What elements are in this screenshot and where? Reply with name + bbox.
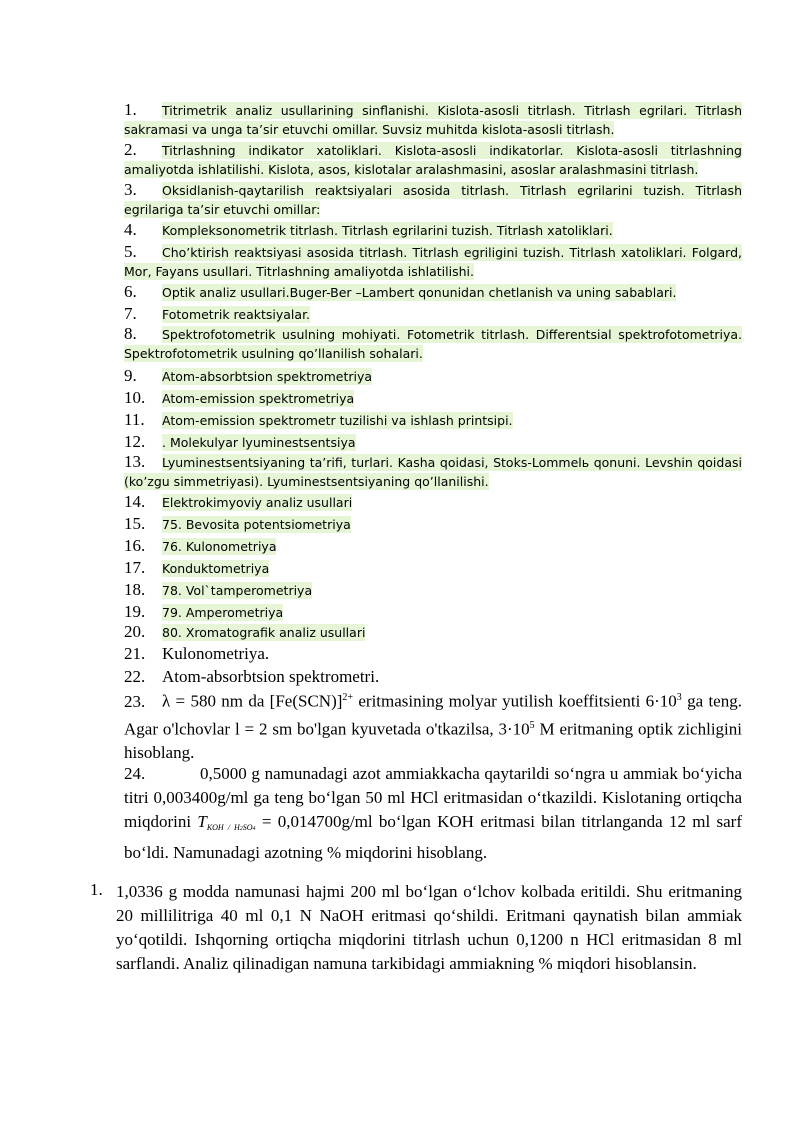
list-item [124, 432, 742, 452]
item-number: 15. [124, 514, 146, 533]
problem-text: λ = 580 nm da [Fe(SCN)] [162, 691, 343, 711]
item-number: 6. [124, 282, 137, 301]
item-number: 5. [124, 242, 137, 261]
superscript: 2+ [342, 692, 354, 703]
item-text: Atom-absorbtsion spektrometriya [162, 369, 373, 384]
item-number: 23. [124, 691, 146, 711]
item-text: Oksidlanish-qaytarilish reaktsiyalari asosida titrlash. Titrlash egrilarini tuzish. Titrlash egrilariga ta’sir etuvchi omillar: [124, 183, 742, 217]
item-text: 80. Xromatografik analiz usullari [162, 625, 366, 640]
item-number: 12. [124, 432, 146, 451]
item-text: 75. Bevosita potentsiometriya [162, 517, 351, 532]
superscript: 5 [529, 719, 535, 731]
item-number: 4. [124, 220, 137, 239]
list-item [124, 558, 742, 578]
problem-text: 0,5000 g namunadagi azot ammiakkacha qaytarildi so‘ngra u ammiak bo‘yicha titri 0,003400g/ml ga teng bo‘lgan 50 ml HCl eritmasidan o‘tkazildi. Kislotaning ortiqcha miqdorini [124, 764, 742, 831]
item-number: 1. [124, 100, 137, 119]
list-item [124, 100, 742, 139]
superscript: 3 [676, 692, 682, 703]
problem-text: = 0,014700g/ml bo‘lgan KOH eritmasi bilan titrlanganda 12 ml sarf bo‘ldi. Namunadagi azotning % miqdorini hisoblang. [124, 812, 742, 862]
item-number: 10. [124, 388, 146, 407]
titre-symbol: T [197, 812, 207, 831]
list-item-21 [124, 642, 742, 666]
problem-text: 1,0336 g modda namunasi hajmi 200 ml bo‘lgan o‘lchov kolbada eritildi. Shu eritmaning 20 millilitriga 40 ml 0,1 N NaOH eritmasi qo‘shildi. Eritmani qaynatish bilan ammiak yo‘qotildi. Ishqorning ortiqcha miqdorini titrlash uchun 0,1200 n HCl eritmasidan 8 ml sarflandi. Analiz qilinadigan namuna tarkibidagi ammiakning % miqdori hisoblansin. [116, 882, 742, 973]
item-text: 78. Vol`tamperometriya [162, 583, 313, 598]
final-problem [116, 880, 742, 976]
item-number: 14. [124, 492, 146, 511]
item-text: 76. Kulonometriya [162, 539, 277, 554]
item-number: 9. [124, 366, 137, 385]
item-text: Lyuminestsentsiyaning ta’rifi, turlari. Kasha qoidasi, Stoks-Lommelь qonuni. Levshin qoidasi (ko’zgu simmetriyasi). Lyuminestsentsiyaning qo’llanilishi. [124, 455, 742, 489]
item-number: 18. [124, 580, 146, 599]
item-number: 8. [124, 324, 137, 343]
list-item [124, 580, 742, 600]
item-text: Elektrokimyoviy analiz usullari [162, 495, 353, 510]
problem-text: M eritmaning optik zichligini hisoblang. [124, 719, 742, 763]
list-item [124, 514, 742, 534]
problem-text: ga teng. Agar o'lchovlar l = 2 sm bo'lgan kyuvetada o'tkazilsa, 3·10 [124, 691, 742, 739]
list-item-24 [124, 762, 742, 865]
item-text: Kulonometriya. [162, 644, 270, 663]
item-number: 2. [124, 140, 137, 159]
item-number: 22. [124, 667, 146, 686]
list-item [124, 388, 742, 408]
list-item [124, 602, 742, 622]
list-item [124, 304, 742, 324]
item-number: 17. [124, 558, 146, 577]
item-text: Atom-emission spektrometriya [162, 391, 355, 406]
item-number: 20. [124, 622, 146, 641]
item-text: 79. Amperometriya [162, 605, 284, 620]
item-text: Optik analiz usullari.Buger-Ber –Lambert qonunidan chetlanish va uning sabablari. [162, 285, 677, 300]
list-item [124, 536, 742, 556]
item-text: Atom-absorbtsion spektrometri. [162, 667, 380, 686]
item-text: Spektrofotometrik usulning mohiyati. Fotometrik titrlash. Differentsial spektrofotometriya. Spektrofotometrik usulning qo’llanilish sohalari. [124, 327, 742, 361]
list-item [124, 140, 742, 179]
item-number: 13. [124, 452, 146, 471]
item-number: 16. [124, 536, 146, 555]
item-number: 7. [124, 304, 137, 323]
item-number: 11. [124, 410, 145, 429]
list-item [124, 410, 742, 430]
list-item [124, 622, 742, 642]
list-item [124, 324, 742, 363]
list-item [124, 242, 742, 281]
list-item-23 [124, 686, 742, 765]
item-text: Fotometrik reaktsiyalar. [162, 307, 311, 322]
item-number: 19. [124, 602, 146, 621]
list-item [124, 180, 742, 219]
item-number: 3. [124, 180, 137, 199]
item-number: 21. [124, 644, 146, 663]
problem-number: 1. [90, 880, 103, 899]
item-text: Atom-emission spektrometr tuzilishi va ishlash printsipi. [162, 413, 513, 428]
list-item [124, 220, 742, 240]
item-text: Cho’ktirish reaktsiyasi asosida titrlash. Titrlash egriligini tuzish. Titrlash xatoliklari. Folgard, Mor, Fayans usullari. Titrlashning amaliyotda ishlatilishi. [124, 245, 742, 279]
list-item [124, 492, 742, 512]
item-text: Konduktometriya [162, 561, 270, 576]
item-number: 24. [124, 764, 146, 783]
titre-subscript: KOH / H2SO4 [206, 823, 256, 832]
list-item [124, 452, 742, 491]
problem-text: eritmasining molyar yutilish koeffitsienti 6·10 [353, 691, 677, 711]
item-text: . Molekulyar lyuminestsentsiya [162, 435, 356, 450]
list-item [124, 282, 742, 302]
item-text: Titrlashning indikator xatoliklari. Kislota-asosli indikatorlar. Kislota-asosli titrlashning amaliyotda ishlatilishi. Kislota, asos, kislotalar aralashmasini, asoslar aralashmasini titrlash. [124, 143, 742, 177]
item-text: Titrimetrik analiz usullarining sinflanishi. Kislota-asosli titrlash. Titrlash egrilari. Titrlash sakramasi va unga ta’sir etuvchi omillar. Suvsiz muhitda kislota-asosli titrlash. [124, 103, 742, 137]
list-item [124, 366, 742, 386]
item-text: Kompleksonometrik titrlash. Titrlash egrilarini tuzish. Titrlash xatoliklari. [162, 223, 613, 238]
